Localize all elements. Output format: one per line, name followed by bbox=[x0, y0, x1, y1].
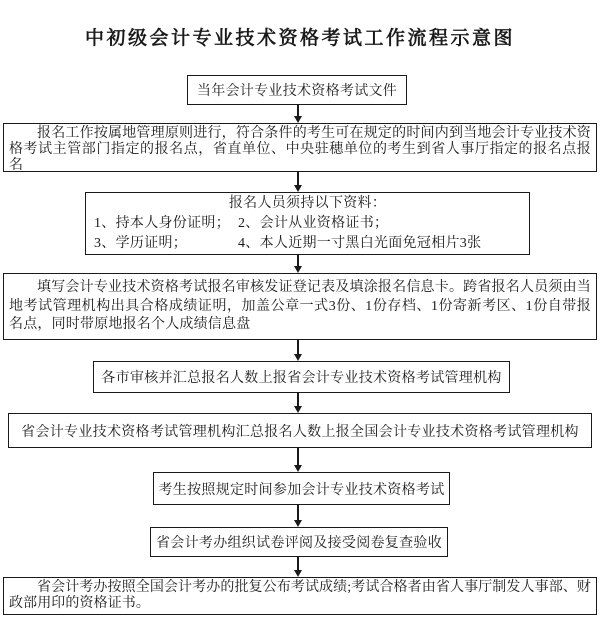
arrow-head bbox=[294, 520, 302, 527]
materials-list bbox=[86, 214, 529, 254]
arrow-down-icon bbox=[292, 105, 304, 123]
arrow-head bbox=[294, 406, 302, 413]
flow-step-label: 省会计考办组织试卷评阅及接受阅卷复查验收 bbox=[156, 536, 442, 551]
materials-heading: 报名人员须持以下资料： bbox=[228, 196, 387, 211]
arrow-down-icon bbox=[292, 505, 304, 527]
arrow-head bbox=[294, 570, 302, 577]
flow-step-publish-results: 省会计考办按照全国会计考办的批复公布考试成绩;考试合格者由省人事厅制发人事部、财政部用印的资格证书。 bbox=[3, 577, 597, 615]
arrow-head bbox=[294, 354, 302, 361]
arrow-down-icon bbox=[292, 557, 304, 577]
flow-step-city-review bbox=[93, 361, 510, 393]
flow-step-label: 当年会计专业技术资格考试文件 bbox=[196, 84, 398, 99]
diagram-title: 中初级会计专业技术资格考试工作流程示意图 bbox=[84, 27, 515, 49]
arrow-shaft bbox=[297, 105, 299, 116]
material-item-4: 4、本人近期一寸黑白光面免冠相片3张 bbox=[238, 236, 482, 251]
arrow-down-icon bbox=[292, 448, 304, 472]
arrow-shaft bbox=[297, 172, 299, 185]
flow-step-registration-policy: 报名工作按属地管理原则进行，符合条件的考生可在规定的时间内到当地会计专业技术资格考试主管部门指定的报名点，省直单位、中央驻穗单位的考生到省人事厅指定的报名点报名 bbox=[3, 123, 597, 172]
arrow-head bbox=[294, 465, 302, 472]
flow-step-label: 考生按照规定时间参加会计专业技术资格考试 bbox=[158, 482, 445, 498]
material-item-3: 3、学历证明； bbox=[94, 236, 188, 251]
arrow-shaft bbox=[297, 505, 299, 520]
flow-step-take-exam bbox=[153, 472, 450, 505]
flow-step-required-materials bbox=[85, 192, 530, 255]
arrow-head bbox=[294, 266, 302, 273]
material-item-1: 1、持本人身份证明； bbox=[94, 216, 230, 231]
arrow-shaft bbox=[297, 557, 299, 570]
arrow-down-icon bbox=[292, 255, 304, 273]
flow-step-province-report bbox=[8, 413, 592, 448]
arrow-head bbox=[294, 116, 302, 123]
flow-step-grading bbox=[150, 527, 448, 557]
flow-step-fill-forms: 填写会计专业技术资格考试报名审核发证登记表及填涂报名信息卡。跨省报名人员须由当地考试管理机构出具合格成绩证明，加盖公章一式3份、1份存档、1份寄新考区、1份自带报名点，同时带原地报名个人成绩信息盘 bbox=[3, 273, 597, 340]
material-item-2: 2、会计从业资格证书； bbox=[238, 216, 389, 231]
arrow-head bbox=[294, 185, 302, 192]
arrow-shaft bbox=[297, 255, 299, 266]
arrow-shaft bbox=[297, 448, 299, 465]
arrow-down-icon bbox=[292, 340, 304, 361]
flow-step-label: 省会计专业技术资格考试管理机构汇总报名人数上报全国会计专业技术资格考试管理机构 bbox=[21, 424, 579, 440]
flow-step-exam-documents bbox=[187, 75, 407, 105]
arrow-shaft bbox=[297, 340, 299, 354]
arrow-shaft bbox=[297, 393, 299, 406]
arrow-down-icon bbox=[292, 393, 304, 413]
flow-step-label: 各市审核并汇总报名人数上报省会计专业技术资格考试管理机构 bbox=[101, 371, 502, 386]
arrow-down-icon bbox=[292, 172, 304, 192]
